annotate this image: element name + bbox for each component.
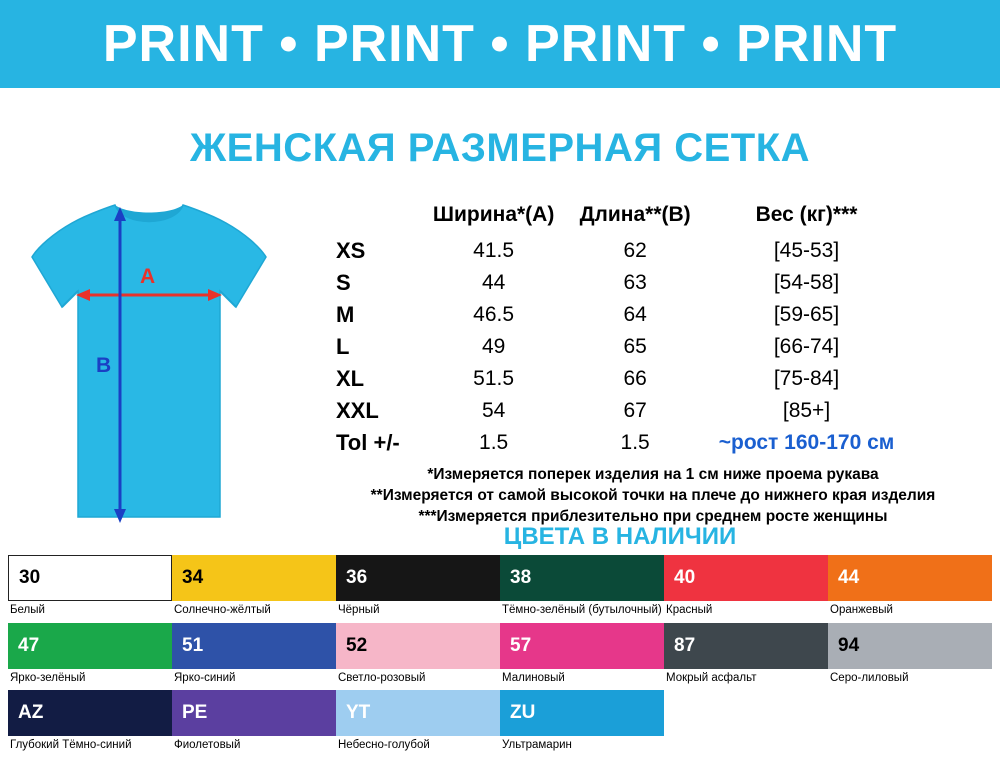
swatch-label: Малиновый [502, 671, 565, 684]
footnote-2: **Измеряется от самой высокой точки на плече до нижнего края изделия [370, 486, 936, 504]
size-table [330, 201, 910, 459]
cell-width: 46.5 [473, 303, 515, 326]
color-swatch[interactable] [664, 623, 828, 691]
cell-width: 44 [481, 271, 506, 294]
cell-length: 1.5 [620, 431, 650, 454]
cell-size: XS [336, 238, 366, 263]
swatch-chip[interactable]: 34 [172, 555, 336, 601]
swatch-chip[interactable]: YT [336, 690, 500, 736]
swatch-label: Светло-розовый [338, 671, 426, 684]
tshirt-graphic [20, 187, 300, 537]
swatch-label: Белый [10, 604, 45, 616]
header-weight: Вес (кг)*** [755, 203, 858, 226]
swatch-label: Фиолетовый [174, 739, 241, 752]
swatch-chip[interactable]: 44 [828, 555, 992, 601]
swatch-chip[interactable]: 52 [336, 623, 500, 669]
swatch-label: Глубокий Тёмно-синий [10, 739, 132, 752]
colors-heading: ЦВЕТА В НАЛИЧИИ [503, 523, 737, 550]
cell-width: 41.5 [473, 239, 515, 262]
swatch-label: Серо-лиловый [830, 671, 909, 684]
table-header-row [330, 201, 910, 235]
footnote-1: *Измеряется поперек изделия на 1 см ниже проема рукава [427, 466, 879, 483]
swatch-label: Ярко-синий [174, 671, 236, 684]
color-swatch[interactable] [828, 623, 992, 691]
swatch-label: Мокрый асфальт [666, 671, 757, 684]
swatch-label: Небесно-голубой [338, 739, 430, 752]
swatch-chip[interactable]: 36 [336, 555, 500, 601]
cell-length: 66 [623, 367, 647, 390]
cell-size: M [336, 302, 355, 327]
swatch-chip[interactable]: AZ [8, 690, 172, 736]
color-swatch[interactable] [500, 555, 664, 623]
table-row [330, 395, 910, 427]
swatch-chip[interactable]: PE [172, 690, 336, 736]
color-swatch[interactable] [336, 623, 500, 691]
color-swatch[interactable] [500, 690, 664, 758]
table-row [330, 267, 910, 299]
color-swatch[interactable] [336, 690, 500, 758]
cell-weight: [66-74] [773, 335, 840, 358]
cell-width: 49 [481, 335, 506, 358]
cell-length: 65 [623, 335, 647, 358]
cell-size: XXL [336, 398, 379, 423]
swatch-chip[interactable]: 30 [8, 555, 172, 601]
cell-weight: [45-53] [773, 239, 840, 262]
color-swatch[interactable] [336, 555, 500, 623]
header-width: Ширина*(A) [432, 203, 555, 226]
cell-size: XL [336, 366, 365, 391]
cell-size: S [336, 270, 351, 295]
header-size [330, 201, 420, 235]
banner-text: PRINT • PRINT • PRINT • PRINT [102, 15, 898, 73]
color-swatch-grid [0, 555, 1000, 758]
cell-weight: [85+] [782, 399, 831, 422]
page-title: ЖЕНСКАЯ РАЗМЕРНАЯ СЕТКА [190, 126, 810, 170]
measure-a-label: A [140, 265, 156, 288]
color-swatch[interactable] [664, 555, 828, 623]
header-length: Длина**(B) [579, 203, 691, 226]
color-swatch[interactable] [828, 555, 992, 623]
measure-b-label: B [96, 354, 112, 377]
cell-width: 1.5 [479, 431, 509, 454]
swatch-label: Ярко-зелёный [10, 671, 86, 684]
table-row-tolerance [330, 427, 910, 459]
shirt-illustration [10, 187, 320, 521]
cell-length: 64 [623, 303, 647, 326]
swatch-label: Тёмно-зелёный (бутылочный) [502, 604, 662, 616]
color-swatch[interactable] [8, 623, 172, 691]
swatch-chip[interactable]: 51 [172, 623, 336, 669]
cell-weight: [75-84] [773, 367, 840, 390]
swatch-chip[interactable]: 47 [8, 623, 172, 669]
color-swatch[interactable] [172, 690, 336, 758]
color-swatch[interactable] [172, 555, 336, 623]
cell-size: L [336, 334, 350, 359]
color-swatch[interactable] [8, 555, 172, 623]
cell-length: 63 [623, 271, 647, 294]
swatch-label: Оранжевый [830, 604, 893, 616]
swatch-chip[interactable]: 57 [500, 623, 664, 669]
cell-height-note: ~рост 160-170 см [718, 431, 895, 454]
top-banner [0, 0, 1000, 88]
footnotes [330, 465, 970, 528]
swatch-chip[interactable]: 38 [500, 555, 664, 601]
size-table-wrap [320, 187, 1000, 525]
table-row [330, 235, 910, 267]
footnote-3: ***Измеряется приблезительно при среднем росте женщины [418, 507, 888, 525]
cell-length: 62 [623, 239, 647, 262]
table-row [330, 299, 910, 331]
cell-length: 67 [623, 399, 647, 422]
table-row [330, 331, 910, 363]
swatch-chip[interactable]: 87 [664, 623, 828, 669]
swatch-label: Красный [666, 604, 713, 616]
cell-weight: [59-65] [773, 303, 840, 326]
swatch-label: Ультрамарин [502, 739, 572, 752]
table-row [330, 363, 910, 395]
swatch-label: Солнечно-жёлтый [174, 604, 271, 616]
cell-weight: [54-58] [773, 271, 840, 294]
swatch-label: Чёрный [338, 604, 380, 616]
cell-width: 51.5 [473, 367, 515, 390]
shirt-body [32, 205, 266, 517]
swatch-chip[interactable]: ZU [500, 690, 664, 736]
swatch-chip[interactable]: 40 [664, 555, 828, 601]
cell-width: 54 [481, 399, 506, 422]
color-swatch[interactable] [500, 623, 664, 691]
content-area [0, 171, 1000, 525]
color-swatch[interactable] [172, 623, 336, 691]
cell-size: Tol +/- [336, 430, 400, 455]
color-swatch[interactable] [8, 690, 172, 758]
swatch-chip[interactable]: 94 [828, 623, 992, 669]
